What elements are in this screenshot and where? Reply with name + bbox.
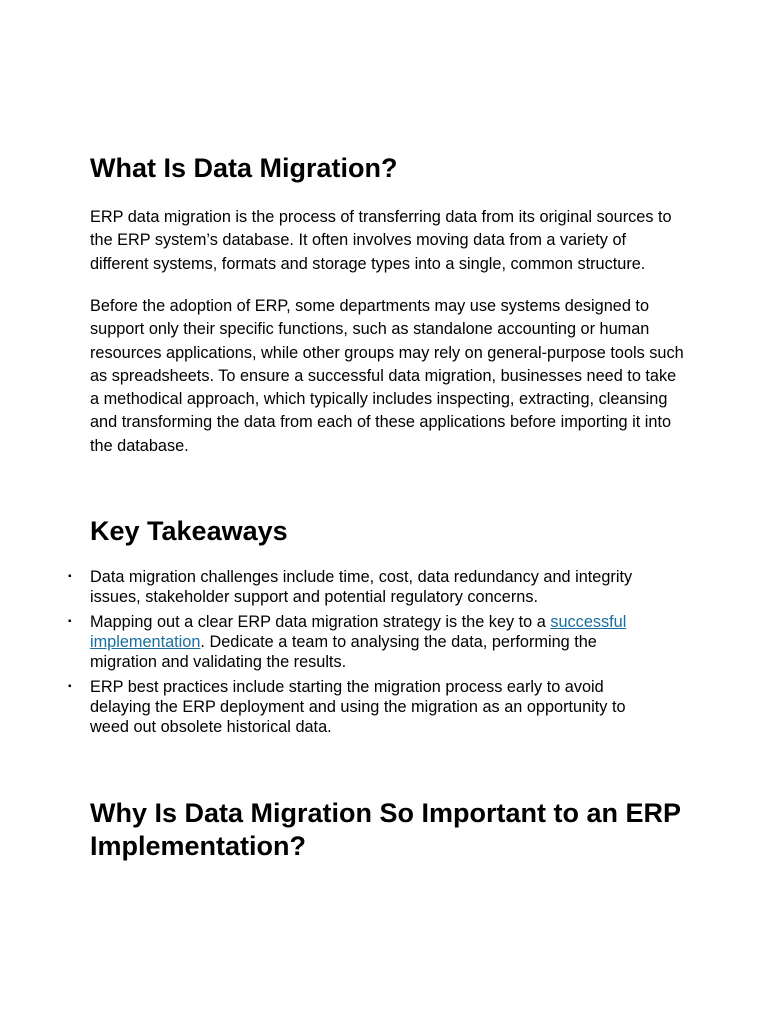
bullet-icon: ▪ xyxy=(68,571,72,582)
heading-key-takeaways: Key Takeaways xyxy=(90,516,288,546)
bullet-icon: ▪ xyxy=(68,681,72,693)
list-item xyxy=(0,677,660,738)
list-item-text: ERP best practices include starting the migration process early to avoid delaying the ERP deployment and using the migration as an opportunity to weed out obsolete historical data. xyxy=(90,678,626,737)
heading-what-is-data-migration: What Is Data Migration? xyxy=(90,153,398,183)
bullet-icon: ▪ xyxy=(68,615,72,627)
paragraph-definition: ERP data migration is the process of transferring data from its original sources to the ERP system’s database. It often involves moving data from a variety of different systems, formats and storage types into a single, common structure. xyxy=(90,208,672,273)
paragraph-before-adoption: Before the adoption of ERP, some departments may use systems designed to support only their specific functions, such as standalone accounting or human resources applications, while other groups may rely on general-purpose tools such as spreadsheets. To ensure a successful data migration, businesses need to take a methodical approach, which typically includes inspecting, extracting, cleansing and transforming the data from each of these applications before importing it into the database. xyxy=(90,297,684,455)
list-item-text-before-link: Mapping out a clear ERP data migration strategy is the key to a xyxy=(90,612,551,631)
list-item xyxy=(0,567,660,607)
list-item xyxy=(0,612,660,673)
list-item-text: Data migration challenges include time, cost, data redundancy and integrity issues, stakeholder support and potential regulatory concerns. xyxy=(90,568,633,607)
list-item-text-after-link: . Dedicate a team to analysing the data, performing the migration and validating the results. xyxy=(90,633,597,672)
key-takeaways-list xyxy=(0,567,768,742)
successful-implementation-link[interactable]: successful implementation xyxy=(90,612,627,652)
heading-why-important: Why Is Data Migration So Important to an ERP Implementation? xyxy=(90,798,681,861)
